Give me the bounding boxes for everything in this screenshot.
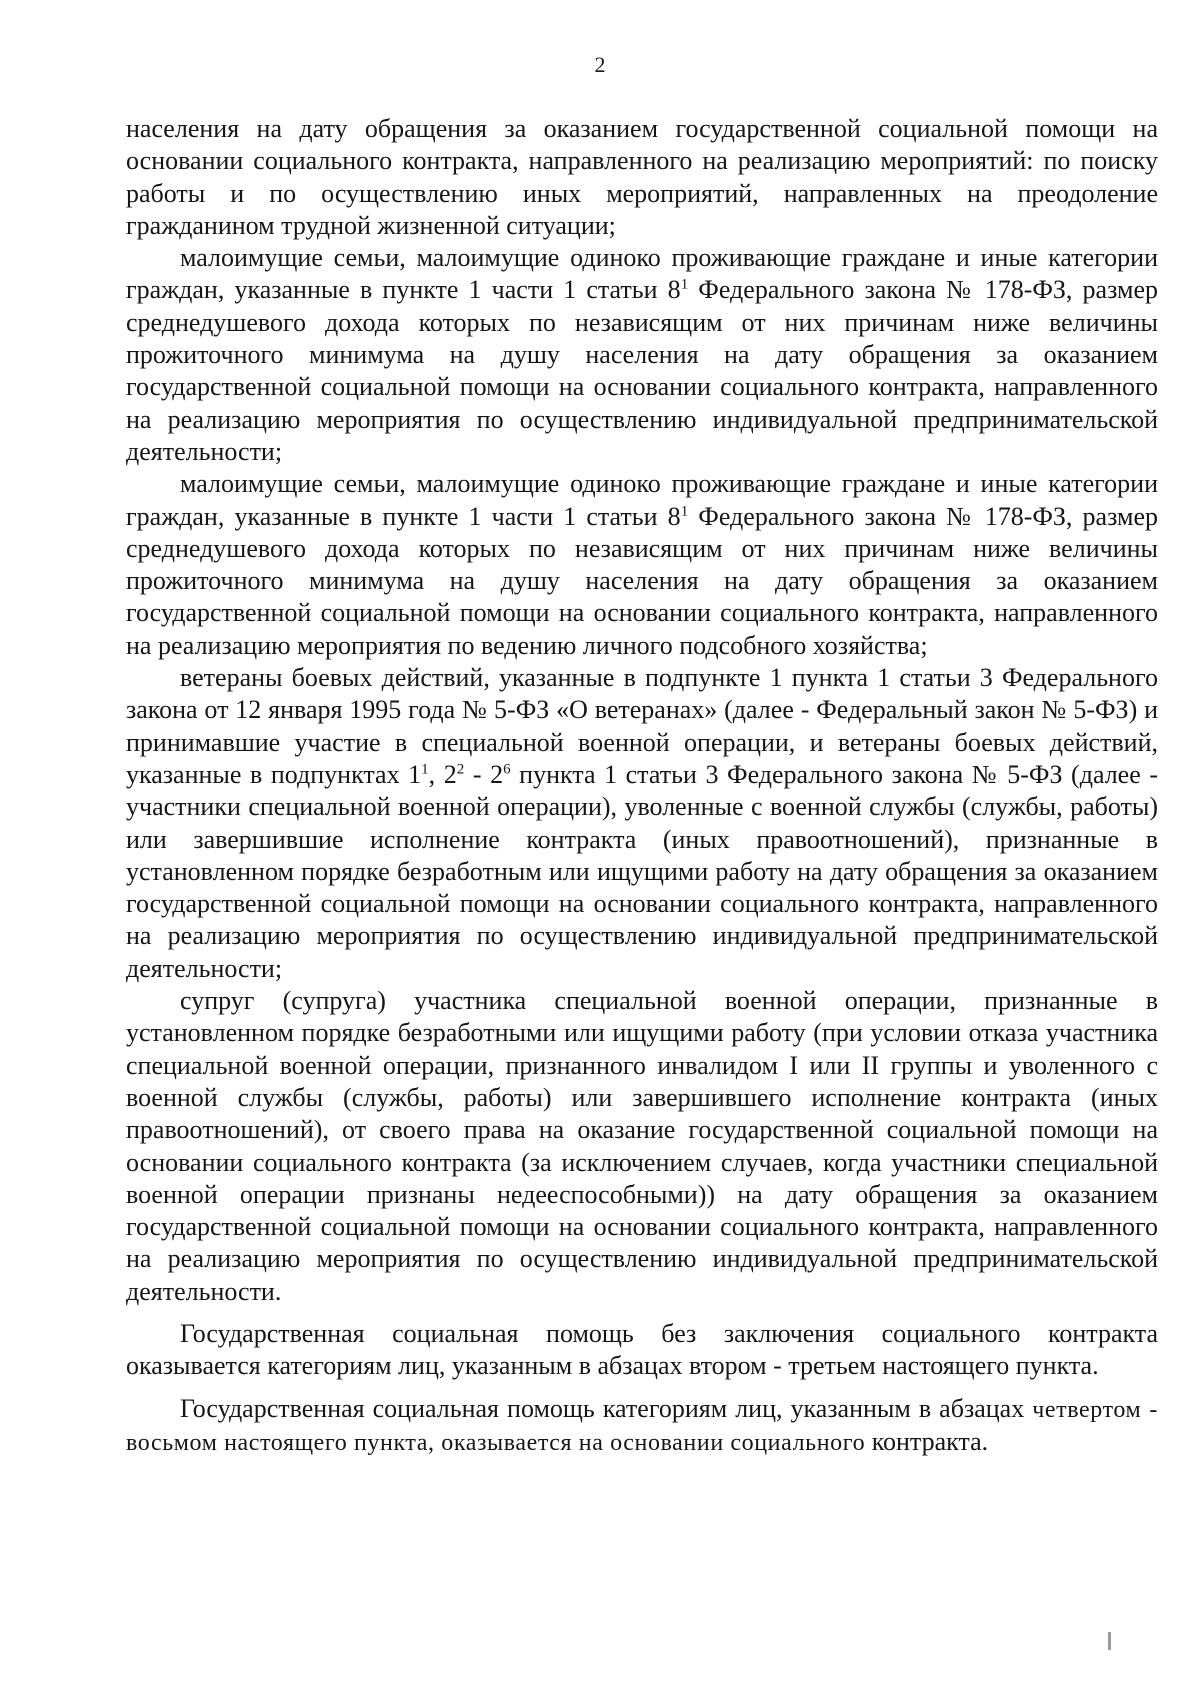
paragraph-contract-based (126, 1393, 1158, 1460)
paragraph-no-contract: Государственная социальная помощь без заключения социального контракта оказывается категориям лиц, указанным в абзацах втором - третьем настоящего пункта. (126, 1318, 1158, 1381)
paragraph-continuation: населения на дату обращения за оказанием государственной социальной помощи на основании социального контракта, направленного на реализацию мероприятий: по поиску работы и по осуществлению иных мероприятий, направленных на преодоление гражданином трудной жизненной ситуации; (126, 114, 1158, 240)
paragraph-veterans (126, 662, 1158, 985)
superscript: 6 (503, 761, 511, 778)
paragraph-text: четвертом - восьмом настоящего пункта, оказывается на основании социального (126, 1396, 1159, 1456)
superscript: 1 (421, 761, 429, 778)
paragraph-text: Федерального закона № 178-ФЗ, размер среднедушевого дохода которых по независящим от них причинам ниже величины прожиточного минимума на душу населения на дату обращения за оказанием государственной социальной помощи на основании социального контракта, направленного на реализацию мероприятия по ведению личного подсобного хозяйства; (126, 501, 1158, 660)
superscript: 1 (680, 502, 689, 519)
paragraph-text: Государственная социальная помощь категориям лиц, указанным в абзацах (180, 1393, 1025, 1423)
paragraph-low-income-farming (126, 468, 1158, 662)
paragraph-text: пункта 1 статьи 3 Федерального закона № 5-ФЗ (далее - участники специальной военной операции), уволенные с военной службы (службы, работы) или завершившие исполнение контракта (иных правоотношений), признанные в установленном порядке безработным или ищущими работу на дату обращения за оказанием государственной социальной помощи на основании социального контракта, направленного на реализацию мероприятия по осуществлению индивидуальной предпринимательской деятельности; (126, 759, 1158, 983)
paragraph-low-income-business (126, 242, 1158, 468)
paragraph-text: , 2 (428, 759, 457, 789)
superscript: 2 (456, 761, 465, 778)
paragraph-spouses: супруг (супруга) участника специальной военной операции, признанные в установленном порядке безработными или ищущими работу (при условии отказа участника специальной военной операции, признанного инвалидом I или II группы и уволенного с военной службы (службы, работы) или завершившего исполнение контракта (иных правоотношений), от своего права на оказание государственной социальной помощи на основании социального контракта (за исключением случаев, когда участники специальной военной операции признаны недееспособными)) на дату обращения за оказанием государственной социальной помощи на основании социального контракта, направленного на реализацию мероприятия по осуществлению индивидуальной предпринимательской деятельности. (126, 986, 1158, 1306)
paragraph-text: Федерального закона № 178-ФЗ, размер среднедушевого дохода которых по независящим от них причинам ниже величины прожиточного минимума на душу населения на дату обращения за оказанием государственной социальной помощи на основании социального контракта, направленного на реализацию мероприятия по осуществлению индивидуальной предпринимательской деятельности; (126, 275, 1158, 466)
superscript: 1 (680, 276, 689, 293)
paragraph-text: контракта. (871, 1426, 989, 1456)
paragraph-text: малоимущие семьи, малоимущие одиноко проживающие граждане и иные категории граждан, указанные в пункте 1 части 1 статьи 8 (126, 469, 1158, 531)
paragraph-text: ветераны боевых действий, указанные в подпункте 1 пункта 1 статьи 3 Федерального закона от 12 января 1995 года № 5-ФЗ «О ветеранах» (далее - Федеральный закон № 5-ФЗ) и принимавшие участие в специальной военной операции, и ветераны боевых действий, указанные в подпунктах 1 (126, 663, 1158, 789)
document-body (126, 113, 1158, 1459)
paragraph-text: малоимущие семьи, малоимущие одиноко проживающие граждане и иные категории граждан, указанные в пункте 1 части 1 статьи 8 (126, 243, 1158, 305)
scan-artifact-mark (1108, 1632, 1111, 1650)
page-number: 2 (594, 52, 606, 77)
paragraph-text: - 2 (464, 759, 504, 789)
